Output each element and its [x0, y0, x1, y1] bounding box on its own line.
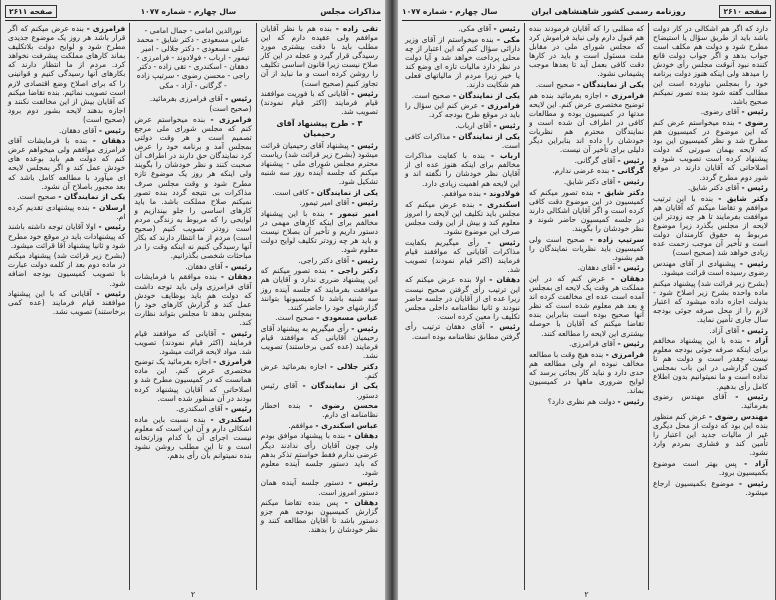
speech-paragraph — [653, 194, 768, 258]
speaker-name: دکتر شایق - — [597, 187, 644, 197]
speech-text: موضوع بکمیسیون ارجاع میشود. — [653, 478, 768, 497]
speech-paragraph — [8, 24, 125, 124]
speech-paragraph — [653, 118, 768, 182]
speech-paragraph — [261, 209, 378, 254]
speech-paragraph — [405, 35, 520, 90]
speech-text: پیشنهادی از آقای مهندس رضوی رسیده است قرائت میشود. — [653, 258, 768, 277]
speech-text: بنده با فرمایشات آقای فرامرزی موافقم ولی میخواهم عرض کنم که دولت هم باید بوعده های خودش عمل کند و اگر بمجلس لایحه ای میآورد با مطالعه کامل باشد که بعد مجبور باصلاح آن نشود. — [8, 136, 126, 191]
speech-paragraph — [261, 362, 378, 380]
speaker-name: فرامرزی - — [481, 101, 520, 111]
speech-text: آقای دهقان. — [58, 125, 97, 135]
speech-paragraph — [134, 415, 251, 460]
speech-text: کافی است. — [272, 187, 309, 197]
speaker-name: رئیس - — [617, 263, 644, 273]
speech-paragraph — [529, 274, 644, 338]
speech-text: آقای ارباب. — [455, 120, 492, 130]
speaker-name: فرامرزی - — [86, 24, 126, 33]
speech-text: بنده موافقم. — [441, 189, 482, 199]
speaker-name: فرامرزی - — [213, 357, 252, 367]
speaker-name: یکی از نمایندگان - — [452, 131, 520, 141]
speaker-name: رئیس - — [735, 392, 768, 402]
speech-text: دارد که اگر هم اشکالی در کار دولت باشد باید از طریق سؤال یا استیضاح مطرح شود و دولت هم مکلف است جواب بدهد و اگر جواب دولت قانع کننده نبود آنوقت مجلس رأی خودش را میدهد ولی اینکه هنوز دولت برنامه خود را بمجلس نیاورده است این مطالب گفته شود بنده تصور نمیکنم صحیح باشد. — [653, 24, 768, 106]
speech-paragraph — [529, 166, 644, 175]
speech-paragraph — [653, 392, 768, 410]
speaker-name: دهقان - — [611, 273, 645, 283]
speaker-name: یکی از نمایندگان - — [452, 90, 520, 100]
text-column — [648, 23, 772, 590]
speaker-name: رئیس - — [493, 120, 520, 130]
speech-text: بنده میخواستم از آقای وزیر دارائی سؤال کنم که این اعتبار از چه محلی پرداخت خواهد شد و آیا دولت در نظر دارد مالیات تازه ای وضع کند یا خیر زیرا مردم از مالیاتهای فعلی هم شکایت دارند. — [405, 34, 520, 90]
speaker-name: رئیس - — [348, 478, 378, 488]
speech-paragraph — [529, 80, 644, 89]
speaker-name: دهقان - — [348, 431, 378, 441]
page-footer-number: ۲ — [190, 590, 196, 599]
speech-text: دولت هم نظری دارد؟ — [547, 396, 616, 406]
speech-text: آقای مهندس رضوی بفرمائید. — [653, 392, 768, 411]
speech-paragraph — [261, 266, 378, 311]
speech-text: صحیح است ولی کمیسیون باید نظریات نمایندگان را هم بشنود. — [529, 234, 644, 262]
names-list: نورالدین امامی - جمال امامی - عباس مسعودی - دکتر شایق - محمد علی مسعودی - دکتر جلالی - امیر تیمور - ارباب - فولادوند - فرامرزی - دهقان - اسکندری - تقی زاده - دکتر راجی - محسن رضوی - سرتیپ زاده - گرگانی - آزاد - مکی — [136, 26, 250, 90]
speech-text: اولا آقایان توجه داشته باشند که پیشنهادات باید در موقع خود مطرح شود و ثانیا پیشنهاد آقا قرائت میشود. — [8, 222, 126, 250]
speech-paragraph — [261, 24, 378, 88]
speaker-name: رئیس - — [351, 140, 378, 150]
speech-paragraph — [529, 339, 644, 348]
speech-paragraph — [653, 259, 768, 277]
speaker-name: رئیس - — [225, 93, 252, 103]
speech-paragraph — [8, 203, 125, 221]
speaker-name: یکی از نمایندگان - — [310, 187, 378, 197]
speech-text: اجازه بفرمائید عرض کنم. — [260, 361, 378, 380]
speech-paragraph — [261, 381, 378, 399]
speech-text: اجازه بفرمائید بنده هم توضیح مختصری عرض کنم. این لایحه مدتها در کمیسیون بوده و مطالعات کافی در اطراف آن شده است و نمایندگان محترم هم نظریات خودشان را داده اند بنابراین دیگر دلیلی برای تأخیر آن نیست. — [529, 90, 644, 155]
speech-paragraph — [405, 151, 520, 187]
section-heading: ۳ - طرح پیشنهاد آقای رحیمیان — [276, 119, 363, 138]
speech-text: آقای گرگانی. — [574, 155, 616, 165]
speech-paragraph — [261, 198, 378, 207]
speech-text: آقایانی که موافقند قیام فرمایند (اکثر قیام نمودند) تصویب شد. مواد لایحه قرائت میشود. — [134, 328, 252, 356]
page-number: صفحه ۲۶۱۰ — [719, 5, 771, 18]
speaker-name: رئیس - — [617, 339, 644, 349]
speaker-name: رئیس - — [98, 125, 126, 135]
speech-text: که مطلبی را که آقایان فرمودند بنده هم قبول دارم ولی نباید فراموش کرد که مجلس شورای ملی در مقابل ملت مسئول است و باید در کارها دقت کافی بعمل آید تا بعدها موجب پشیمانی نشود. — [529, 24, 644, 79]
speech-paragraph — [405, 101, 520, 119]
speaker-name: رئیس - — [351, 323, 378, 333]
speech-paragraph — [8, 192, 125, 201]
speech-paragraph — [653, 459, 768, 477]
speech-text: عرض کنم که در این مملکت هر وقت یک لایحه ای بمجلس آمده است عده ای مخالفت کرده اند و بعد هم معلوم شده است که نظر آنها صحیح بوده است بنابراین بنده تقاضا میکنم که آقایان با حوصله بیشتری این لایحه را مطالعه کنند. — [529, 273, 644, 338]
section-title: مذاکرات مجلس — [320, 6, 381, 16]
speech-text: پیشنهاد آقای رحیمیان قرائت میشود (بشرح زیر قرائت شد) ریاست محترم مجلس شورای ملی - پیشنهاد میکنم که جلسه آینده روز سه شنبه تشکیل شود. — [260, 140, 378, 186]
speaker-name: عباس اسکندری - — [315, 420, 378, 430]
speech-text: مذاکرات کافی است. — [405, 131, 520, 150]
issue-label: سال چهارم - شماره ۱۰۷۷ — [140, 6, 237, 16]
speech-text: بنده عرض میکنم که اگر قرار باشد هر روز یک موضوع جدیدی مطرح شود و لوایح دولت بلاتکلیف بماند کارهای مملکت پیشرفت نخواهد کرد. مردم از ما انتظار دارند که بکارهای آنها رسیدگی کنیم و قوانینی را که برای اصلاح وضع اقتصادی لازم است تصویب نمائیم. بنده تقاضا میکنم که آقایان بیش از این مخالفت نکنند و اجازه بدهند لایحه بشور دوم برود (صحیح است) — [8, 24, 126, 124]
text-column — [256, 23, 382, 590]
page-header — [5, 2, 381, 21]
speech-text: بنده پیشنهادی تقدیم کرده ام. — [8, 202, 126, 221]
speech-text: آقای اسکندری. — [175, 404, 223, 414]
speaker-name: ارباب - — [490, 151, 521, 161]
speaker-name: دهقان - — [489, 275, 520, 285]
text-columns — [4, 23, 382, 590]
speech-text: آقای مکی. — [458, 24, 492, 33]
speech-paragraph — [653, 479, 768, 497]
speaker-name: امیر تیمور - — [329, 208, 379, 218]
speaker-name: تقی زاده - — [335, 24, 378, 33]
speech-text: پس بهتر است موضوع بکمیسیون برود. — [653, 458, 768, 477]
speech-paragraph — [261, 478, 378, 496]
speech-paragraph — [8, 289, 125, 316]
speech-text: آقای امیر تیمور. — [299, 198, 350, 208]
speaker-name: یکی از نمایندگان - — [58, 192, 126, 202]
page-footer-number: ۲ — [584, 590, 589, 599]
speech-text: صحیح است. — [17, 192, 56, 202]
speaker-name: سرتیپ زاده - — [589, 234, 644, 244]
speech-paragraph — [261, 313, 378, 322]
speech-text: آقای رضوی. — [700, 107, 740, 117]
right-page — [398, 0, 776, 600]
speech-text: بنده تصور میکنم که این پیشنهاد ضرری ندارد و آقایان هم موافقت بفرمایند که جلسه آینده روز سه شنبه باشد تا کمیسیونها بتوانند گزارشهای خود را حاضر کنند. — [260, 266, 378, 312]
speech-text: بنده عرضی ندارم. — [552, 166, 610, 176]
speech-paragraph — [653, 183, 768, 192]
speech-text: آقایانی که با فوریت موافقند قیام فرمایند (اکثر قیام نمودند) تصویب شد. — [260, 89, 378, 117]
speech-paragraph — [134, 115, 251, 261]
speech-paragraph — [261, 188, 378, 197]
speech-paragraph — [8, 126, 125, 135]
speech-text: صحیح است. — [535, 80, 575, 90]
speaker-name: رئیس - — [98, 222, 126, 232]
speaker-name: رئیس - — [617, 177, 644, 186]
speech-paragraph — [405, 91, 520, 100]
speech-text: بنده اخطار نظامنامه ای دارم. — [260, 401, 378, 420]
speech-paragraph — [8, 136, 125, 191]
speech-paragraph — [261, 421, 378, 430]
newspaper-title: روزنامه رسمی کشور شاهنشاهی ایران — [531, 6, 686, 16]
speaker-name: عباس مسعودی - — [316, 313, 378, 323]
speaker-name: یکی از نمایندگان - — [576, 80, 644, 90]
speech-text: آقای دکتر شایق. — [687, 183, 740, 193]
speech-paragraph — [653, 326, 768, 335]
speaker-name: رئیس - — [738, 478, 768, 488]
speech-paragraph — [405, 121, 520, 130]
speech-paragraph — [405, 24, 520, 33]
speech-paragraph — [8, 222, 125, 249]
speech-text: اجازه بفرمائید یک توضیح مختصری عرض کنم. این ماده همانست که در کمیسیون مطرح شد و اصلاحاتی که آقایان پیشنهاد کرده بودند در آن منظور شده است. — [134, 357, 252, 403]
speech-paragraph — [405, 322, 520, 340]
speech-text: آقای دکتر شایق. — [563, 177, 616, 186]
issue-label: سال چهارم - شماره ۱۰۷۷ — [402, 6, 498, 16]
speaker-name: رئیس - — [617, 155, 644, 165]
speech-text: (صحیح است) — [209, 104, 252, 114]
speaker-name: فرامرزی - — [605, 349, 644, 359]
page-header — [402, 2, 771, 21]
speech-paragraph — [405, 238, 520, 274]
speech-text: آقای دهقان ترتیب رأی گرفتن مطابق نظامنامه بوده است. — [405, 322, 520, 341]
speaker-name: رئیس - — [487, 237, 520, 247]
speech-text: بنده با پیشنهاد موافق بودم ولی چون آقایان رأی ندادند دیگر عرضی ندارم فقط خواستم تذکر بدهم که باید دستور جلسه آینده معلوم شود. — [260, 431, 378, 477]
speaker-name: دکتر راجی - — [330, 266, 378, 276]
speech-text: موافقم. — [288, 420, 314, 430]
speaker-name: اسکندری - — [479, 199, 520, 209]
text-columns — [401, 23, 772, 590]
speaker-name: اسکندری - — [210, 414, 252, 424]
speech-text: بنده میخواستم عرض کنم که این موضوع در کمیسیون هم مطرح شد و نظر کمیسیون این بود که لایحه بهمان صورتی که دولت پیشنهاد کرده است تصویب شود و اصلاحاتی که آقایان دارند در موقع شور دوم مطرح گردد. — [653, 117, 768, 182]
speech-paragraph — [134, 262, 251, 271]
speech-text: بنده با این ترتیب موافقم و تقاضا میکنم که آقایان هم موافقت بفرمایند تا هر چه زودتر این لایحه از مجلس بگذرد زیرا موضوع مربوط به حقوق کارمندان دولت است و تأخیر آن موجب زحمت عده زیادی خواهد شد (صحیح است) — [653, 193, 768, 258]
speech-paragraph — [653, 336, 768, 391]
speech-text: آقای آزاد. — [709, 325, 740, 335]
speech-text: بنده نسبت باین ماده اشکالی دارم و آن این است که معلوم نیست اجرای آن با کدام وزارتخانه است و تا این مطلب روشن نشود بنده نمیتوانم بآن رأی بدهم. — [134, 414, 252, 461]
speech-paragraph — [261, 89, 378, 116]
page-number: صفحه ۲۶۱۱ — [5, 5, 57, 18]
speaker-name: رئیس - — [490, 322, 521, 332]
speech-paragraph — [261, 141, 378, 186]
speech-paragraph — [261, 498, 378, 534]
speech-text: بنده عرض میکنم که مجلس باید تکلیف این لایحه را امروز معلوم کند و بیش از این وقت مجلس صرف این موضوع نشود. — [405, 199, 520, 236]
speech-paragraph — [529, 91, 644, 155]
speech-paragraph — [405, 132, 520, 150]
speech-paragraph — [134, 329, 251, 356]
speaker-name: رئیس - — [741, 325, 768, 335]
speech-text: آقای فرامرزی. — [569, 339, 616, 349]
speaker-name: فولادوند - — [483, 189, 520, 199]
speech-text: آقای دهقان. — [577, 263, 616, 273]
speaker-name: گرگانی - — [611, 166, 644, 176]
speech-paragraph — [261, 256, 378, 265]
speaker-name: رئیس - — [221, 328, 252, 338]
speech-text: عرض کنم این سؤال را باید در موقع طرح بودجه کرد. — [405, 101, 520, 120]
speech-paragraph — [529, 188, 644, 233]
speech-text: بنده تصور میکنم که کمیسیون در این موضوع دقت کافی کرده است و اگر آقایان اشکالی دارند در جلسه کمیسیون حاضر شوند و نظر خودشان را بگویند. — [529, 187, 644, 233]
speech-paragraph — [405, 275, 520, 320]
speech-text: صحیح است. — [411, 90, 451, 100]
speaker-name: مکی - — [496, 34, 520, 44]
speaker-name: مهندس رضوی - — [708, 411, 768, 421]
speech-paragraph — [529, 235, 644, 262]
speech-text: بنده موافقم با فرمایشات آقای فرامرزی ولی باید توجه داشت که دولت هم باید بوظایف خودش عمل کند و گزارش کارهای خود را بمجلس بدهد تا مجلس بتواند نظارت کند. — [134, 272, 252, 327]
speaker-name: فرامرزی - — [210, 114, 252, 124]
speech-paragraph — [653, 412, 768, 457]
speaker-name: دهقان - — [92, 136, 126, 146]
speaker-name: دکتر جلالی - — [330, 361, 378, 371]
speaker-name: رئیس - — [741, 107, 768, 117]
speaker-name: رئیس - — [617, 396, 644, 406]
speech-text: عرض کنم منظور بنده این بود که دولت از محل دیگری غیر از مالیات جدید این اعتبار را تأمین کند و فشاری بمردم وارد نشود. — [653, 411, 768, 458]
speaker-name: یکی از نمایندگان - — [302, 381, 378, 391]
speech-paragraph — [134, 272, 251, 327]
speech-paragraph — [405, 189, 520, 198]
speech-paragraph — [653, 279, 768, 324]
text-column — [129, 23, 255, 590]
left-page — [0, 0, 385, 600]
speech-text: رأی میگیریم بکفایت مذاکرات آقایانی که موافقند قیام فرمایند (اکثر قیام نمودند) تصویب شد. — [405, 237, 520, 274]
speech-text: بنده هم با نظر آقایان موافقم ولی عقیده دارم که این مطلب باید با دقت بیشتری مورد رسیدگی قرار گیرد و عجله در این کار صلاح نیست زیرا قانون اساسی تکلیف را روشن کرده است و ما نباید از آن تجاوز کنیم (صحیح است) — [260, 24, 378, 88]
speech-paragraph — [529, 263, 644, 272]
speaker-name: ارسلان - — [92, 202, 126, 212]
speaker-name: رئیس - — [741, 183, 768, 193]
speech-paragraph — [529, 24, 644, 79]
speech-text: بنده هیچ وقت با مطالعه مخالف نبوده ام ولی مطالعه هم حدی دارد و نباید کار بجائی برسد که لوایح ضروری ماهها در کمیسیون بماند. — [529, 349, 644, 396]
speech-paragraph — [134, 357, 251, 402]
speech-text: بنده میخواستم عرض کنم که مجلس شورای ملی مرجع تصمیم است و هر وقت دولتی بمجلس آمد و برنامه خود را عرض کرد نمایندگان حق دارند در اطراف آن صحبت کنند و نظر خودشان را بگویند ولی اینکه هر روز یک موضوع تازه مطرح شود و وقت مجلس صرف مذاکرات بی نتیجه گردد بنده تصور نمیکنم صلاح مملکت باشد. ما باید کارهای اساسی را جلو بیندازیم و لوایحی را که مربوط به زندگی مردم است زودتر تصویب کنیم (صحیح است) مردم از ما انتظار دارند که بکار آنها رسیدگی کنیم نه اینکه وقت را در مباحثات شخصی بگذرانیم. — [134, 114, 252, 261]
speech-paragraph — [529, 350, 644, 395]
speech-paragraph — [134, 404, 251, 413]
speech-text: دستور جلسه آینده همان دستور امروز است. — [260, 478, 378, 497]
speaker-name: رئیس - — [225, 404, 252, 414]
speech-paragraph — [134, 94, 251, 103]
speaker-name: رئیس - — [225, 261, 252, 271]
speech-paragraph — [8, 251, 125, 287]
speech-paragraph — [261, 431, 378, 476]
speech-text: (بشرح زیر قرائت شد) پیشنهاد میکنم در ماده دوم بعد از کلمه دولت عبارت با تصویب کمیسیون بودجه اضافه شود. — [8, 251, 126, 288]
speech-text: آقایانی که با این پیشنهاد موافقند قیام فرمایند (عده کمی برخاستند) تصویب نشد. — [8, 289, 126, 317]
text-column — [401, 23, 524, 590]
speech-paragraph — [529, 156, 644, 165]
speaker-name: رئیس - — [493, 24, 520, 33]
speaker-name: رئیس - — [351, 255, 378, 265]
speaker-name: دکتر شایق - — [718, 193, 769, 203]
speaker-name: رضوی - — [738, 117, 768, 127]
speech-paragraph — [529, 397, 644, 406]
speech-paragraph — [261, 324, 378, 360]
speech-text: بنده با این پیشنهاد مخالفم برای اینکه کارهای مهمی در دستور داریم و تأخیر آن بصلاح نیست و باید هر چه زودتر تکلیف لوایح دولت معلوم شود. — [260, 208, 378, 255]
speaker-name: رئیس - — [351, 89, 378, 99]
text-column — [524, 23, 648, 590]
speaker-name: محسن رضوی - — [309, 401, 378, 411]
speech-text: آقای رئیس دستور. — [260, 381, 378, 400]
speaker-name: آزاد - — [746, 336, 768, 346]
speech-text: بنده با کفایت مذاکرات مخالفم برای اینکه هنوز عده ای از آقایان نظر خودشان را نگفته اند و این لایحه هم اهمیت زیادی دارد. — [405, 151, 520, 188]
speech-text: آقای دکتر راجی. — [298, 255, 350, 265]
speaker-name: آزاد - — [744, 458, 768, 468]
text-column — [4, 23, 129, 590]
speech-text: رأی میگیریم به پیشنهاد آقای رحیمیان آقایانی که موافقند قیام فرمایند (عده کمی برخاستند) تصویب نشد. — [260, 323, 378, 361]
speaker-name: فرامرزی - — [604, 90, 645, 100]
speech-text: صحیح است. — [275, 313, 314, 323]
speaker-name: رئیس - — [96, 289, 126, 299]
speech-text: پس بنده تقاضا میکنم گزارش کمیسیون بودجه هم جزو دستور باشد تا آقایان مطالعه کنند و نظر خودشان را بدهند. — [260, 498, 378, 535]
speaker-name: دهقان - — [344, 498, 379, 508]
page-fold — [385, 0, 398, 600]
speech-text: آقای فرامرزی بفرمائید. — [149, 93, 223, 103]
speech-text: بنده با این پیشنهاد مخالفم برای اینکه صرفه جوئی بودجه معلوم نیست چقدر است و دولت هم تا کنون گزارشی در این باب بمجلس نداده است و ما نمیتوانیم بدون اطلاع کامل رأی بدهیم. — [653, 336, 768, 391]
speech-paragraph — [653, 24, 768, 106]
speaker-name: دهقان - — [220, 272, 252, 282]
speaker-name: رئیس - — [739, 258, 768, 268]
speech-paragraph — [134, 104, 251, 113]
speech-text: آقای دهقان. — [185, 261, 223, 271]
speech-paragraph — [529, 177, 644, 186]
speaker-name: رئیس - — [351, 198, 378, 208]
speech-paragraph — [653, 107, 768, 116]
speech-text: (بشرح زیر قرائت شد) پیشنهاد میکنم ماده واحده بشرح زیر اصلاح شود - بدولت اجازه داده میشود که اعتبار لازم را از محل صرفه جوئی بودجه سال جاری تأمین نماید. — [653, 278, 768, 324]
speech-text: اولا بنده عرض میکنم که این ترتیب رأی گرفتن صحیح نیست زیرا عده ای از آقایان در جلسه حاضر نبودند و ثانیا نظامنامه داخلی مجلس تکلیف را معین کرده است. — [405, 275, 520, 321]
speech-paragraph — [261, 401, 378, 419]
speech-paragraph — [405, 200, 520, 236]
